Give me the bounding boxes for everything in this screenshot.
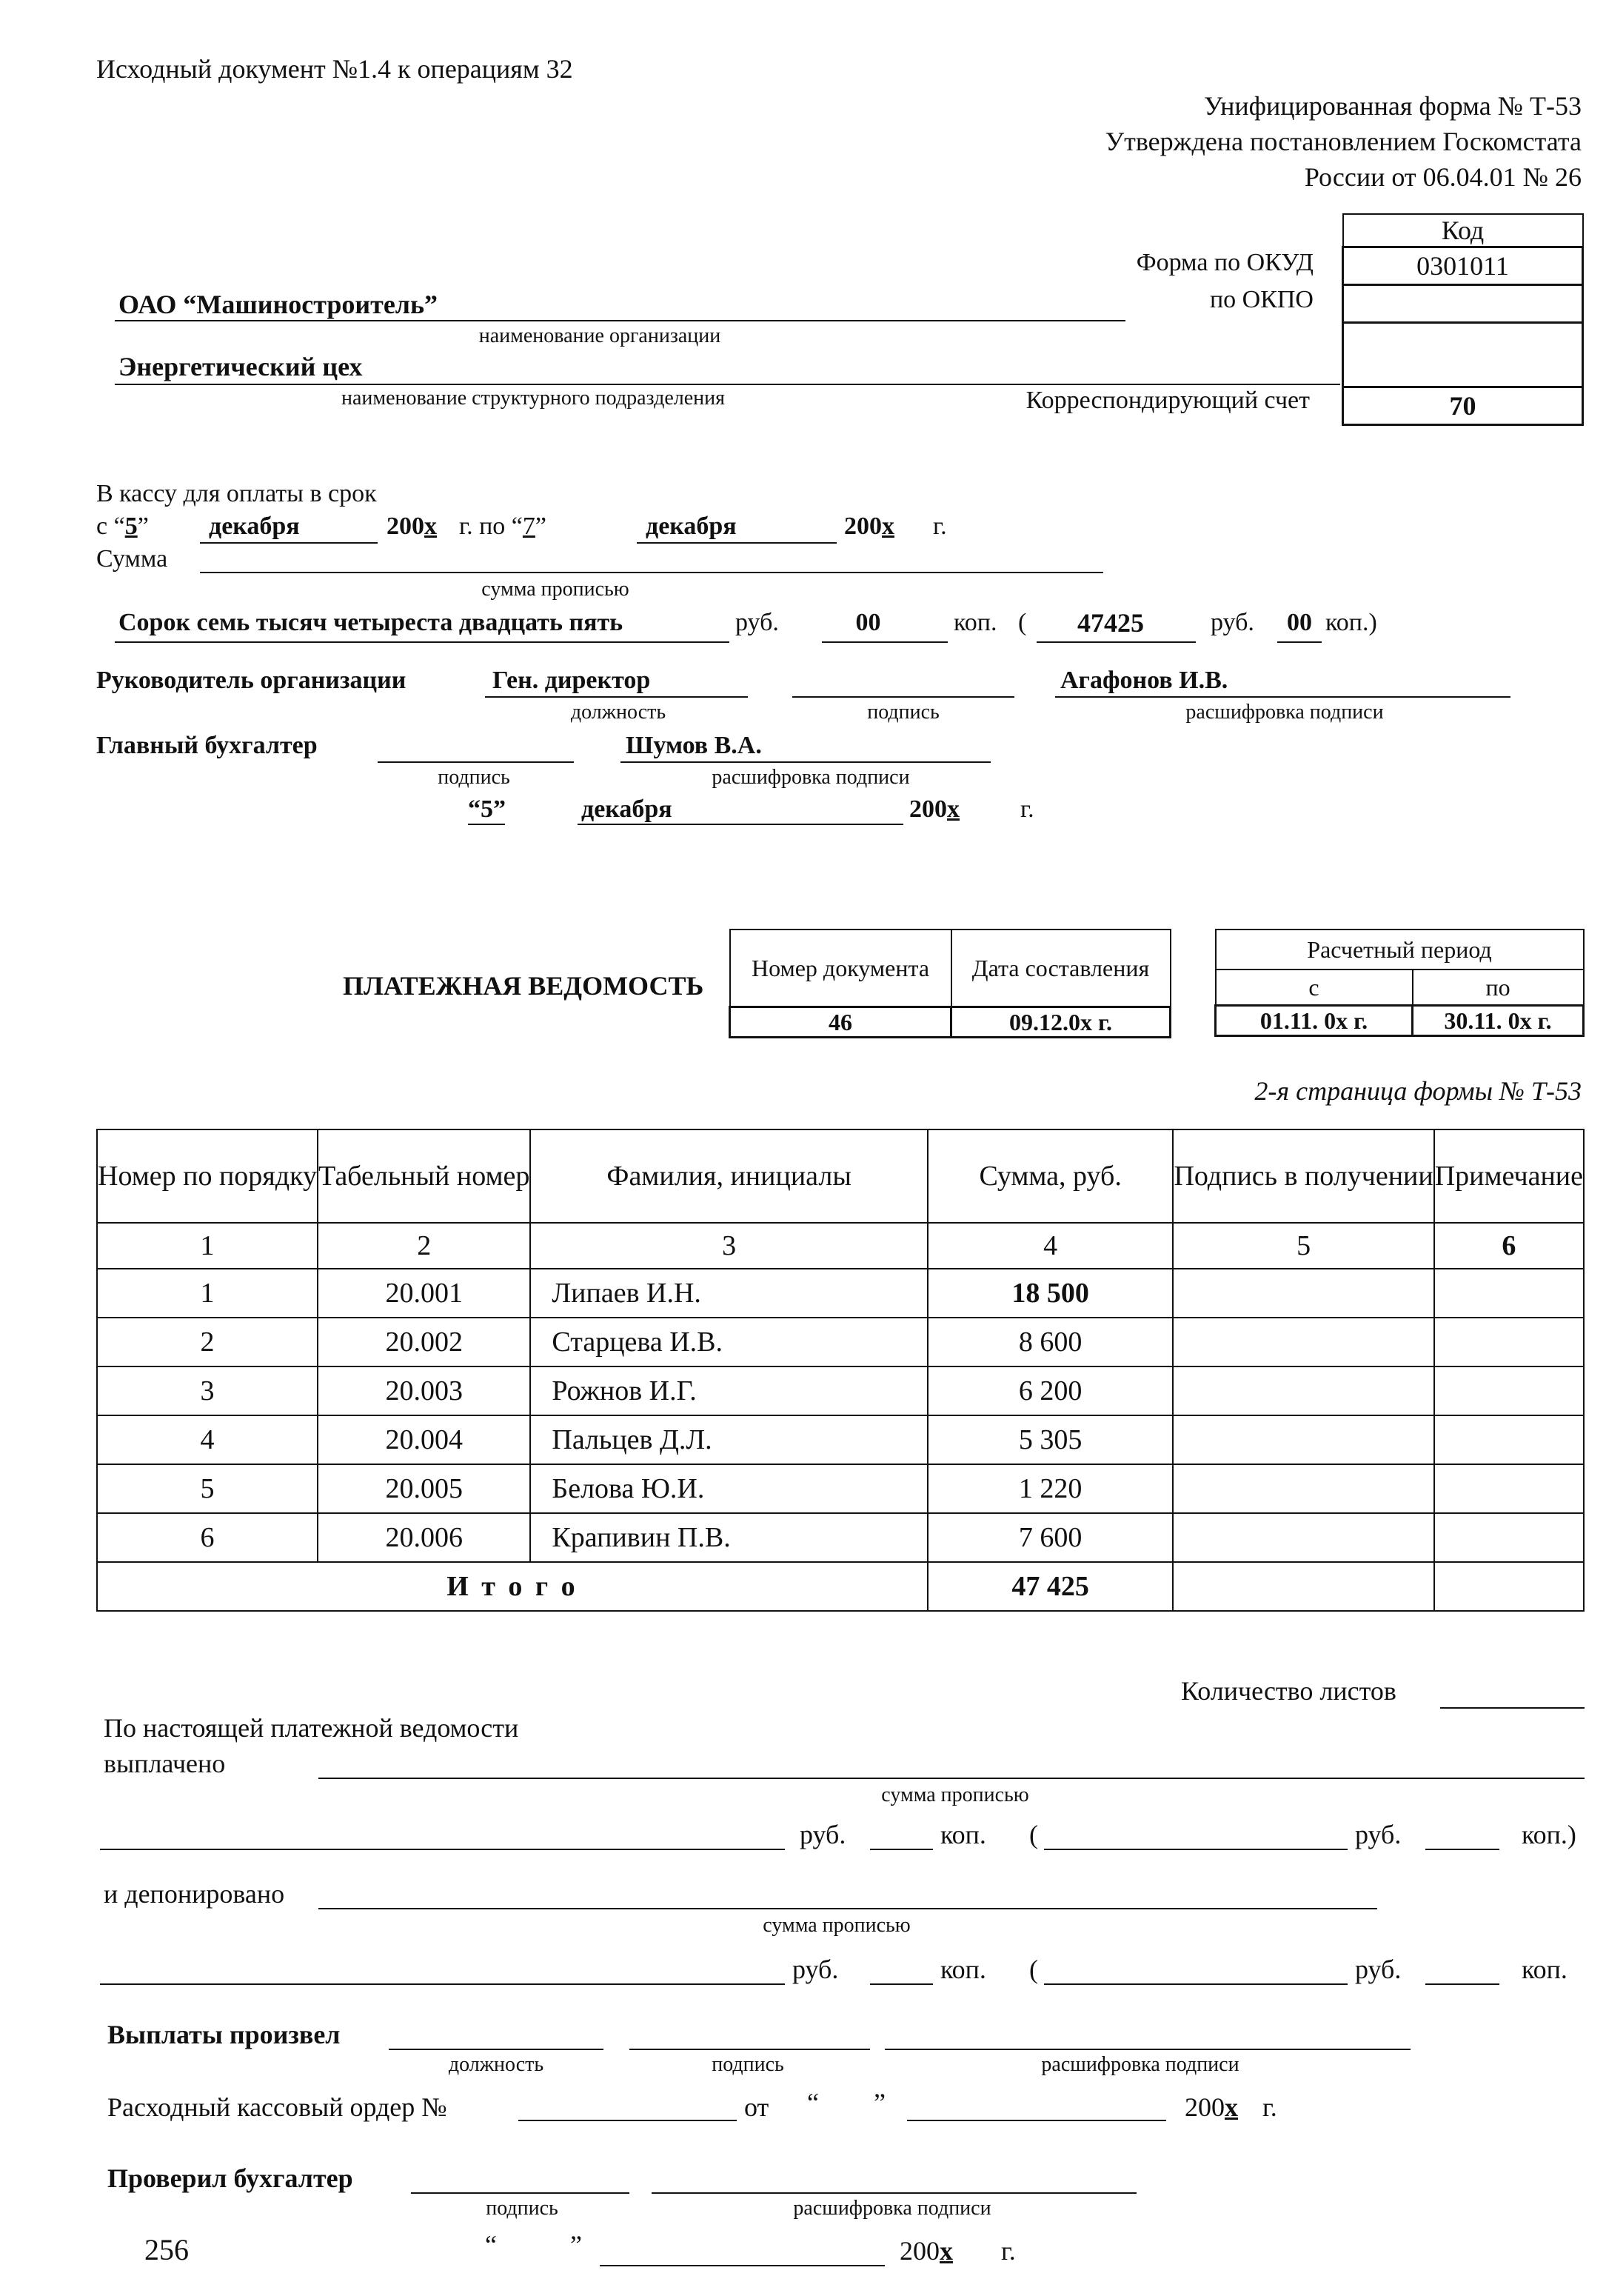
paid-paren: (: [1029, 1820, 1038, 1849]
form-line-3: России от 06.04.01 № 26: [1304, 162, 1582, 192]
col-number: 4: [928, 1223, 1174, 1269]
table-row: [97, 1366, 1584, 1415]
to-year-b: х: [882, 513, 894, 540]
okpo-label: по ОКПО: [1209, 286, 1314, 313]
checked-name-line: [652, 2192, 1137, 2194]
payments-signature-caption: подпись: [712, 2053, 784, 2076]
row-number: 6: [97, 1513, 318, 1562]
to-year: [844, 513, 894, 541]
corr-account-value: 70: [1343, 387, 1583, 425]
deposited-label: и депонировано: [104, 1879, 285, 1909]
col-number: 1: [97, 1223, 318, 1269]
row-name: Пальцев Д.Л.: [530, 1415, 927, 1464]
to-month-line: [637, 542, 837, 544]
row-name: Белова Ю.И.: [530, 1464, 927, 1513]
form-line-1: Унифицированная форма № Т-53: [1203, 91, 1582, 121]
division-line: [115, 384, 1340, 385]
kod-label: Код: [1343, 214, 1583, 247]
corr-account-label: Корреспондирующий счет: [1026, 387, 1310, 414]
amount-rub: руб.: [1211, 609, 1254, 636]
deposited-rub-2: руб.: [1355, 1955, 1402, 1984]
row-note: [1434, 1464, 1584, 1513]
row-name: Липаев И.Н.: [530, 1269, 927, 1318]
col-header-name: Фамилия, инициалы: [530, 1129, 927, 1223]
form-line-2: Утверждена постановлением Госкомстата: [1105, 127, 1582, 156]
org-name: ОАО “Машиностроитель”: [118, 290, 438, 319]
table-row: [97, 1513, 1584, 1562]
row-tab-number: 20.001: [318, 1269, 530, 1318]
row-sum: 7 600: [928, 1513, 1174, 1562]
deposited-digits-line: [1044, 1983, 1348, 1985]
deposited-rub: руб.: [792, 1955, 839, 1984]
row-sum: 5 305: [928, 1415, 1174, 1464]
checked-label: Проверил бухгалтер: [107, 2163, 353, 2193]
okud-label: Форма по ОКУД: [1136, 249, 1314, 276]
paren-open: (: [1018, 609, 1027, 636]
okud-value: 0301011: [1343, 247, 1583, 285]
head-position-caption: должность: [570, 701, 666, 724]
sign-date-g: г.: [1020, 795, 1034, 823]
amount-kop-line: [1277, 641, 1322, 643]
total-label: И т о г о: [97, 1562, 928, 1611]
from-day: 5: [124, 513, 138, 540]
cash-order-label: Расходный кассовый ордер №: [107, 2092, 447, 2122]
checked-name-caption: расшифровка подписи: [793, 2197, 991, 2220]
total-signature: [1173, 1562, 1433, 1611]
sum-words-line: [115, 641, 729, 643]
checked-g: г.: [1001, 2236, 1016, 2266]
cash-order-quote-open: “: [807, 2088, 819, 2118]
chief-name: Шумов В.А.: [626, 732, 762, 759]
row-number: 1: [97, 1269, 318, 1318]
sum-line: [200, 572, 1103, 573]
deposited-kop-line: [870, 1983, 933, 1985]
checked-quote-open: “: [485, 2230, 497, 2260]
row-note: [1434, 1415, 1584, 1464]
period-from-line: [96, 513, 149, 541]
row-signature: [1173, 1464, 1433, 1513]
row-sum: 18 500: [928, 1269, 1174, 1318]
deposited-sum-caption: сумма прописью: [763, 1914, 911, 1937]
okpo-value: [1343, 285, 1583, 323]
code-box: [1342, 213, 1584, 426]
extra-code-value: [1343, 323, 1583, 387]
row-number: 4: [97, 1415, 318, 1464]
amount-digits-line: [1037, 641, 1196, 643]
chief-signature-line: [378, 761, 574, 763]
table-row: [97, 1415, 1584, 1464]
head-position-line: [485, 696, 748, 698]
row-name: Старцева И.В.: [530, 1318, 927, 1366]
head-signature-caption: подпись: [867, 701, 940, 724]
head-signature-line: [792, 696, 1014, 698]
sum-words: Сорок семь тысяч четыреста двадцать пять: [118, 609, 623, 636]
paid-sum-caption: сумма прописью: [881, 1783, 1029, 1806]
checked-date-line: [600, 2265, 885, 2266]
sheets-line: [1440, 1707, 1585, 1709]
period-label: Расчетный период: [1216, 930, 1584, 970]
table-row: [97, 1318, 1584, 1366]
checked-year: [900, 2235, 953, 2266]
row-signature: [1173, 1513, 1433, 1562]
sum-kop: коп.: [954, 609, 997, 636]
cash-order-date-line: [907, 2120, 1166, 2121]
total-sum: 47 425: [928, 1562, 1174, 1611]
chief-label: Главный бухгалтер: [96, 732, 318, 759]
col-header-tab-number: Табельный номер: [318, 1129, 530, 1223]
head-label: Руководитель организации: [96, 667, 406, 694]
doc-num: 46: [730, 1007, 951, 1038]
payments-name-line: [885, 2049, 1411, 2050]
col-number: 6: [1434, 1223, 1584, 1269]
cash-order-number-line: [518, 2120, 737, 2121]
row-number: 5: [97, 1464, 318, 1513]
total-row: [97, 1562, 1584, 1611]
row-tab-number: 20.004: [318, 1415, 530, 1464]
checked-year-b: х: [940, 2236, 953, 2266]
row-note: [1434, 1318, 1584, 1366]
sum-label: Сумма: [96, 545, 168, 573]
col-header-number: Номер по порядку: [97, 1129, 318, 1223]
row-name: Рожнов И.Г.: [530, 1366, 927, 1415]
deposited-kop-line-2: [1425, 1983, 1499, 1985]
payments-made-label: Выплаты произвел: [107, 2020, 341, 2049]
sign-date-month: декабря: [581, 795, 672, 823]
to-close: ”: [535, 513, 546, 540]
deposited-paren: (: [1029, 1955, 1038, 1984]
to-month: декабря: [646, 513, 737, 540]
head-name: Агафонов И.В.: [1060, 667, 1228, 694]
table-row: [97, 1269, 1584, 1318]
deposited-line-2: [100, 1983, 785, 1985]
period-to: 30.11. 0х г.: [1413, 1006, 1584, 1036]
sum-caption: сумма прописью: [481, 578, 629, 601]
row-signature: [1173, 1415, 1433, 1464]
from-prefix: с “: [96, 513, 125, 540]
col-number-row: [97, 1223, 1584, 1269]
amount-digits: 47425: [1077, 608, 1144, 638]
sum-kop-line: [822, 641, 948, 643]
table-row: [97, 1464, 1584, 1513]
from-year: [387, 513, 437, 541]
division-caption: наименование структурного подразделения: [341, 387, 726, 410]
sign-date-day-line: [468, 824, 505, 825]
row-tab-number: 20.003: [318, 1366, 530, 1415]
paid-line-2: выплачено: [104, 1749, 226, 1778]
checked-year-a: 200: [900, 2236, 940, 2266]
to-year-a: 200: [844, 513, 882, 540]
row-sum: 6 200: [928, 1366, 1174, 1415]
row-note: [1434, 1513, 1584, 1562]
payments-position-line: [389, 2049, 603, 2050]
total-note: [1434, 1562, 1584, 1611]
checked-quote-close: ”: [570, 2230, 582, 2260]
paid-kop: коп.: [940, 1820, 986, 1849]
amount-kop-close: коп.): [1325, 609, 1377, 636]
table-header-row: [97, 1129, 1584, 1223]
row-signature: [1173, 1318, 1433, 1366]
doc-date-label: Дата составления: [951, 930, 1171, 1007]
paid-digits-line: [1044, 1849, 1348, 1850]
sign-year-b: х: [947, 795, 960, 823]
checked-signature-line: [411, 2192, 629, 2194]
page-note: 2-я страница формы № Т-53: [1254, 1076, 1582, 1106]
head-name-line: [1055, 696, 1510, 698]
row-number: 2: [97, 1318, 318, 1366]
payments-name-caption: расшифровка подписи: [1041, 2053, 1239, 2076]
row-tab-number: 20.002: [318, 1318, 530, 1366]
cash-order-year-a: 200: [1185, 2092, 1225, 2122]
row-number: 3: [97, 1366, 318, 1415]
col-header-sum: Сумма, руб.: [928, 1129, 1174, 1223]
row-name: Крапивин П.В.: [530, 1513, 927, 1562]
paid-kop-close: коп.): [1522, 1820, 1576, 1849]
col-number: 2: [318, 1223, 530, 1269]
from-month: декабря: [209, 513, 300, 540]
to-segment: [459, 513, 546, 541]
period-from: 01.11. 0х г.: [1216, 1006, 1413, 1036]
row-signature: [1173, 1269, 1433, 1318]
paid-kop-line: [870, 1849, 933, 1850]
cash-order-from: от: [744, 2092, 769, 2122]
doc-date: 09.12.0х г.: [951, 1007, 1171, 1038]
checked-signature-caption: подпись: [486, 2197, 558, 2220]
payments-position-caption: должность: [448, 2053, 544, 2076]
doc-num-label: Номер документа: [730, 930, 951, 1007]
chief-name-caption: расшифровка подписи: [712, 766, 910, 789]
row-tab-number: 20.005: [318, 1464, 530, 1513]
chief-signature-caption: подпись: [438, 766, 510, 789]
sum-rub: руб.: [735, 609, 779, 636]
period-to-label: по: [1413, 970, 1584, 1006]
doc-info-table: [729, 929, 1171, 1038]
to-prefix: г. по “: [459, 513, 523, 540]
statement-title: ПЛАТЕЖНАЯ ВЕДОМОСТЬ: [343, 971, 704, 1001]
paid-rub-2: руб.: [1355, 1820, 1402, 1849]
from-month-line: [200, 542, 378, 544]
row-signature: [1173, 1366, 1433, 1415]
col-header-signature: Подпись в получении: [1173, 1129, 1433, 1223]
page-number: 256: [144, 2233, 189, 2266]
cash-order-year-b: х: [1225, 2092, 1238, 2122]
paid-rub: руб.: [800, 1820, 846, 1849]
paid-words-line: [318, 1778, 1585, 1779]
col-number: 3: [530, 1223, 927, 1269]
row-note: [1434, 1366, 1584, 1415]
cash-order-quote-close: ”: [874, 2088, 886, 2118]
org-name-line: [115, 320, 1125, 321]
to-day: 7: [522, 513, 535, 540]
from-year-a: 200: [387, 513, 424, 540]
sign-year-a: 200: [909, 795, 947, 823]
payment-intro: В кассу для оплаты в срок: [96, 480, 377, 507]
cash-order-year: [1185, 2092, 1238, 2123]
head-name-caption: расшифровка подписи: [1185, 701, 1384, 724]
paid-kop-line-2: [1425, 1849, 1499, 1850]
org-name-caption: наименование организации: [478, 324, 721, 347]
row-note: [1434, 1269, 1584, 1318]
division-name: Энергетический цех: [118, 352, 363, 381]
amount-kop-value: 00: [1287, 609, 1312, 636]
sum-kop-value: 00: [855, 609, 881, 636]
sign-date-month-line: [578, 824, 903, 825]
payroll-table: [96, 1129, 1585, 1612]
row-tab-number: 20.006: [318, 1513, 530, 1562]
deposited-kop-close: коп.: [1522, 1955, 1567, 1984]
to-g: г.: [933, 513, 947, 540]
deposited-line: [318, 1908, 1377, 1909]
row-sum: 8 600: [928, 1318, 1174, 1366]
period-table: [1214, 929, 1585, 1037]
source-note: Исходный документ №1.4 к операциям 32: [96, 54, 573, 84]
head-position: Ген. директор: [492, 667, 651, 694]
col-number: 5: [1173, 1223, 1433, 1269]
sign-date-day: “5”: [468, 795, 506, 823]
from-year-b: х: [424, 513, 437, 540]
paid-words-line-2: [100, 1849, 785, 1850]
deposited-kop: коп.: [940, 1955, 986, 1984]
col-header-note: Примечание: [1434, 1129, 1584, 1223]
row-sum: 1 220: [928, 1464, 1174, 1513]
chief-name-line: [620, 761, 991, 763]
sheets-label: Количество листов: [1181, 1676, 1396, 1706]
payments-signature-line: [629, 2049, 870, 2050]
period-from-label: с: [1216, 970, 1413, 1006]
from-close: ”: [137, 513, 149, 540]
sign-date-year: [909, 795, 960, 824]
cash-order-g: г.: [1262, 2092, 1277, 2122]
paid-line-1: По настоящей платежной ведомости: [104, 1713, 519, 1743]
